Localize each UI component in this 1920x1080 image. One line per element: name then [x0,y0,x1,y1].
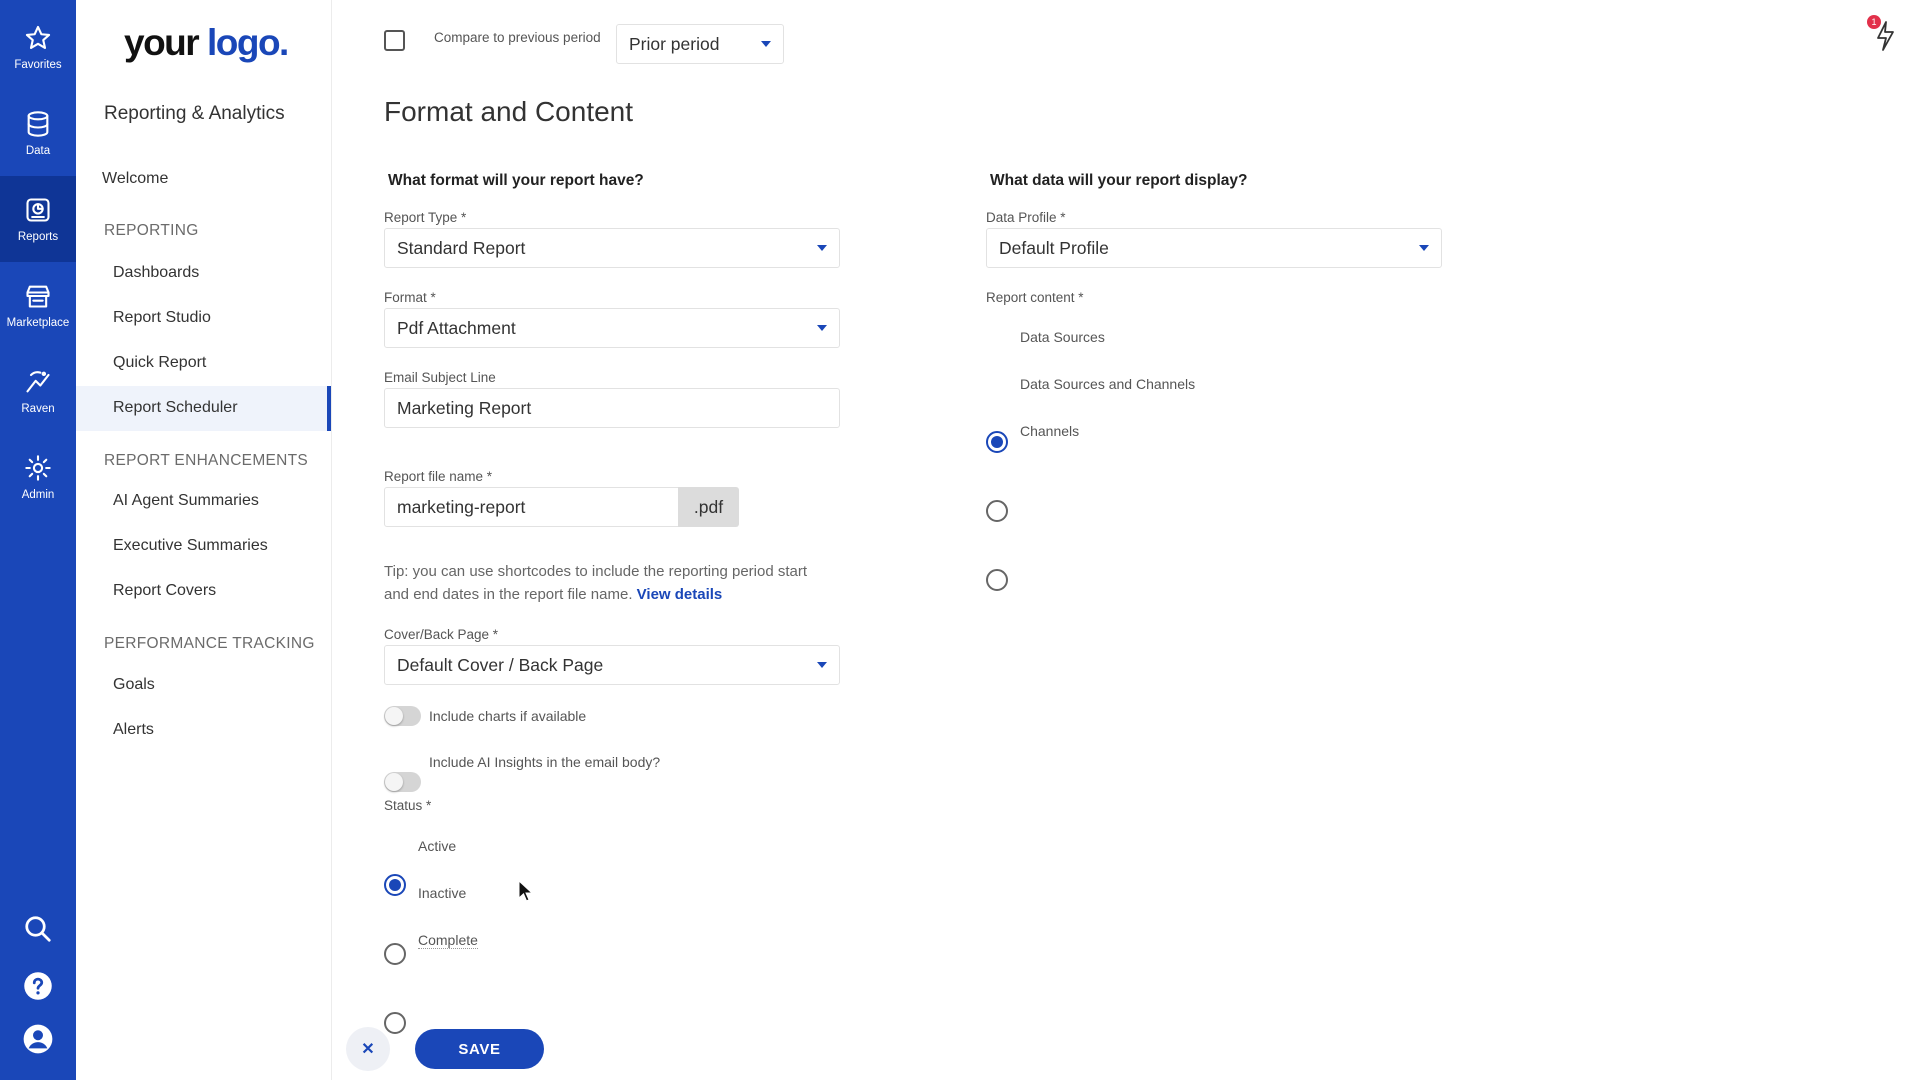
rail-label: Admin [21,488,55,501]
include-charts-toggle[interactable] [384,706,421,726]
content-channels-radio[interactable] [986,569,1008,591]
format-select[interactable]: Pdf Attachment [384,308,840,348]
rail-label: Data [25,144,51,157]
email-subject-input[interactable]: Marketing Report [384,388,840,428]
status-inactive-label[interactable]: Inactive [418,885,467,901]
rail-label: Raven [21,402,55,415]
nav-section-report-enhancements: REPORT ENHANCEMENTS [104,452,309,469]
report-type-label: Report Type * [384,210,467,225]
nav-item-report-covers[interactable]: Report Covers [113,582,217,599]
toggle-knob [385,773,403,791]
file-name-input[interactable]: marketing-report [384,487,680,527]
logo: your logo. [124,22,288,63]
status-active-radio[interactable] [384,874,406,896]
report-type-select[interactable]: Standard Report [384,228,840,268]
nav-item-alerts[interactable]: Alerts [113,721,154,738]
status-label: Status * [384,798,432,813]
nav-section-performance-tracking: PERFORMANCE TRACKING [104,635,315,652]
period-select[interactable]: Prior period [616,24,784,64]
shortcode-tip: Tip: you can use shortcodes to include the reporting period start and end dates in the report file name. View details [384,563,808,603]
rail-label: Favorites [14,58,62,71]
view-details-link[interactable]: View details [636,586,723,603]
data-question: What data will your report display? [990,172,1248,189]
chevron-down-icon [761,41,771,47]
compare-checkbox[interactable] [384,30,405,51]
storefront-icon [24,282,52,310]
save-button[interactable]: SAVE [415,1029,544,1069]
database-icon [24,110,52,138]
rail-item-data[interactable] [0,90,76,176]
nav-section-reporting: REPORTING [104,222,199,239]
rail-item-favorites[interactable] [0,4,76,90]
format-label: Format * [384,290,436,305]
toggle-knob [385,707,403,725]
sidebar [76,0,332,1080]
status-complete-label[interactable]: Complete [418,932,478,948]
search-button[interactable] [0,914,76,944]
status-complete-radio[interactable] [384,1012,406,1034]
page-title: Format and Content [384,96,634,127]
data-profile-label: Data Profile * [986,210,1066,225]
nav-item-dashboards[interactable]: Dashboards [113,264,200,281]
email-subject-label: Email Subject Line [384,370,496,385]
app-title: Reporting & Analytics [104,103,285,124]
account-icon [23,1024,53,1054]
content-data-sources-label[interactable]: Data Sources [1020,329,1105,345]
nav-welcome[interactable]: Welcome [102,170,169,187]
content-data-sources-radio[interactable] [986,431,1008,453]
nav-item-goals[interactable]: Goals [113,676,155,693]
chevron-down-icon [1419,245,1429,251]
status-inactive-radio[interactable] [384,943,406,965]
include-ai-insights-toggle[interactable] [384,772,421,792]
notification-badge: 1 [1867,15,1881,29]
rail-item-admin[interactable] [0,434,76,520]
mouse-pointer-icon [518,880,534,902]
content-channels-label[interactable]: Channels [1020,423,1080,439]
account-button[interactable] [0,1024,76,1054]
gear-icon [24,454,52,482]
nav-item-quick-report[interactable]: Quick Report [113,354,207,371]
rail-label: Reports [17,230,59,243]
raven-icon [24,368,52,396]
cover-label: Cover/Back Page * [384,627,499,642]
help-button[interactable] [0,971,76,1001]
star-icon [24,24,52,52]
file-extension-suffix: .pdf [678,487,739,527]
cover-select[interactable]: Default Cover / Back Page [384,645,840,685]
cancel-button[interactable] [346,1027,390,1071]
chevron-down-icon [817,245,827,251]
rail-label: Marketplace [6,316,70,329]
report-content-label: Report content * [986,290,1084,305]
main-content [332,0,1920,1080]
include-ai-insights-label: Include AI Insights in the email body? [429,754,661,770]
include-charts-label: Include charts if available [429,708,587,724]
nav-item-executive-summaries[interactable]: Executive Summaries [113,537,268,554]
rail-item-raven[interactable] [0,348,76,434]
report-icon [24,196,52,224]
close-icon: ✕ [361,1041,375,1058]
content-data-sources-channels-label[interactable]: Data Sources and Channels [1020,376,1196,392]
search-icon [23,914,53,944]
nav-item-ai-agent-summaries[interactable]: AI Agent Summaries [113,492,259,509]
chevron-down-icon [817,325,827,331]
compare-label: Compare to previous period [434,30,601,45]
nav-item-report-scheduler[interactable]: Report Scheduler [113,399,238,416]
file-name-label: Report file name * [384,469,493,484]
rail-item-reports[interactable] [0,176,76,262]
content-data-sources-channels-radio[interactable] [986,500,1008,522]
status-active-label[interactable]: Active [418,838,457,854]
icon-rail [0,0,76,1080]
nav-item-report-studio[interactable]: Report Studio [113,309,211,326]
rail-item-marketplace[interactable] [0,262,76,348]
chevron-down-icon [817,662,827,668]
format-question: What format will your report have? [388,172,644,189]
help-icon [23,971,53,1001]
data-profile-select[interactable]: Default Profile [986,228,1442,268]
